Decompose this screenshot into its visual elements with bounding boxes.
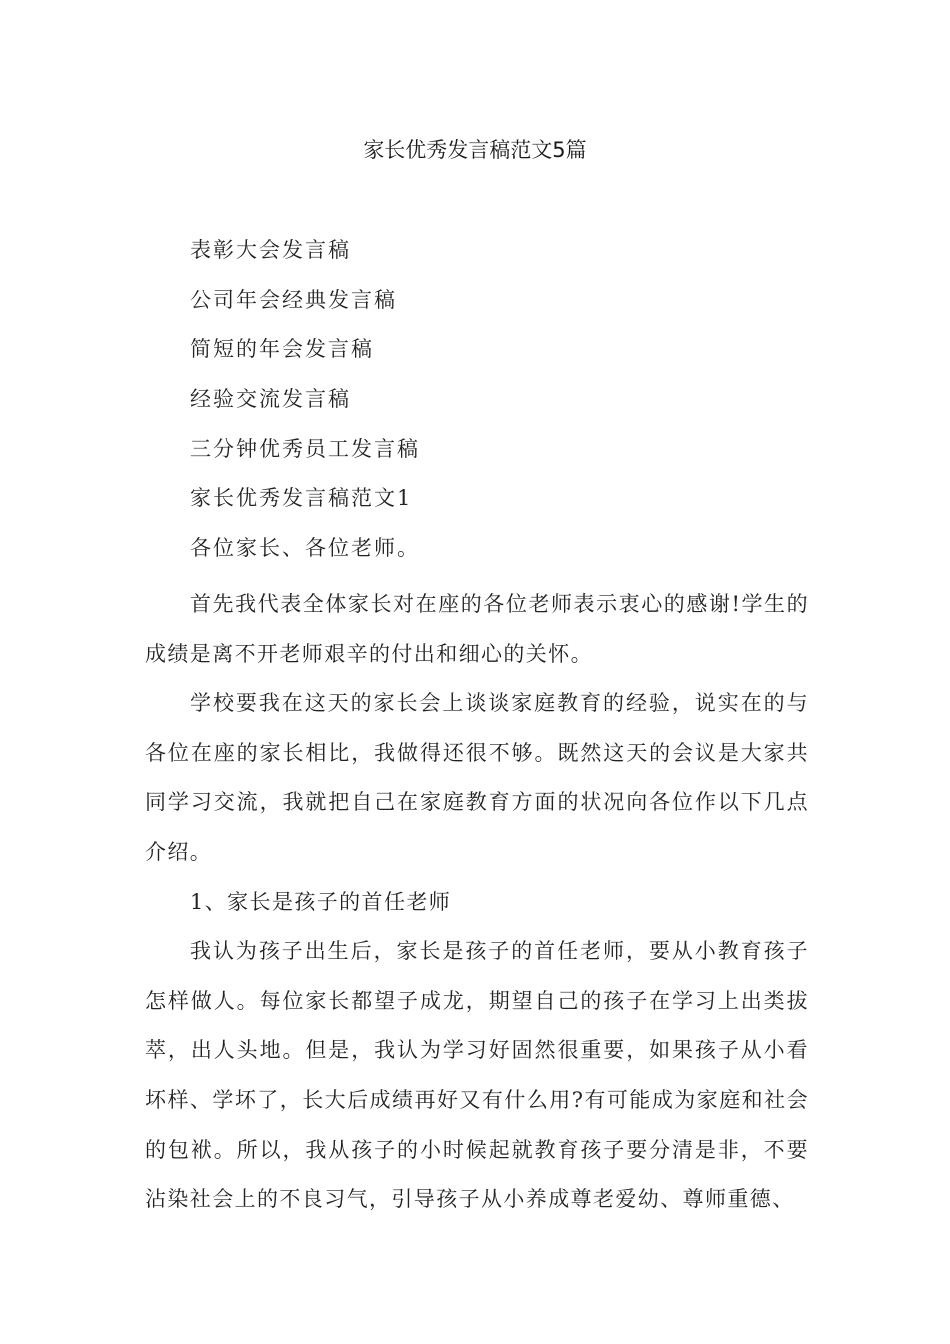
paragraph: 首先我代表全体家长对在座的各位老师表示衷心的感谢!学生的成绩是离不开老师艰辛的付出和细心的关怀。	[145, 592, 809, 666]
list-item: 简短的年会发言稿	[190, 337, 374, 362]
body-text	[145, 580, 809, 1225]
article-list	[190, 233, 420, 581]
paragraph: 我认为孩子出生后，家长是孩子的首任老师，要从小教育孩子怎样做人。每位家长都望子成龙，期望自己的孩子在学习上出类拔萃，出人头地。但是，我认为学习好固然很重要，如果孩子从小看坏样、学坏了，长大后成绩再好又有什么用?有可能成为家庭和社会的包袱。所以，我从孩子的小时候起就教育孩子要分清是非，不要沾染社会上的不良习气，引导孩子从小养成尊老爱幼、尊师重德、	[145, 939, 809, 1212]
list-item: 经验交流发言稿	[190, 387, 351, 412]
document-title: 家长优秀发言稿范文5篇	[363, 138, 587, 162]
list-item: 家长优秀发言稿范文1	[190, 486, 413, 511]
list-item: 表彰大会发言稿	[190, 238, 351, 262]
list-item: 公司年会经典发言稿	[190, 287, 397, 312]
list-item: 三分钟优秀员工发言稿	[190, 436, 420, 461]
list-item: 各位家长、各位老师。	[190, 536, 420, 561]
paragraph: 学校要我在这天的家长会上谈谈家庭教育的经验，说实在的与各位在座的家长相比，我做得还很不够。既然这天的会议是大家共同学习交流，我就把自己在家庭教育方面的状况向各位作以下几点介绍。	[145, 691, 809, 864]
section-heading: 1、家长是孩子的首任老师	[190, 889, 452, 914]
